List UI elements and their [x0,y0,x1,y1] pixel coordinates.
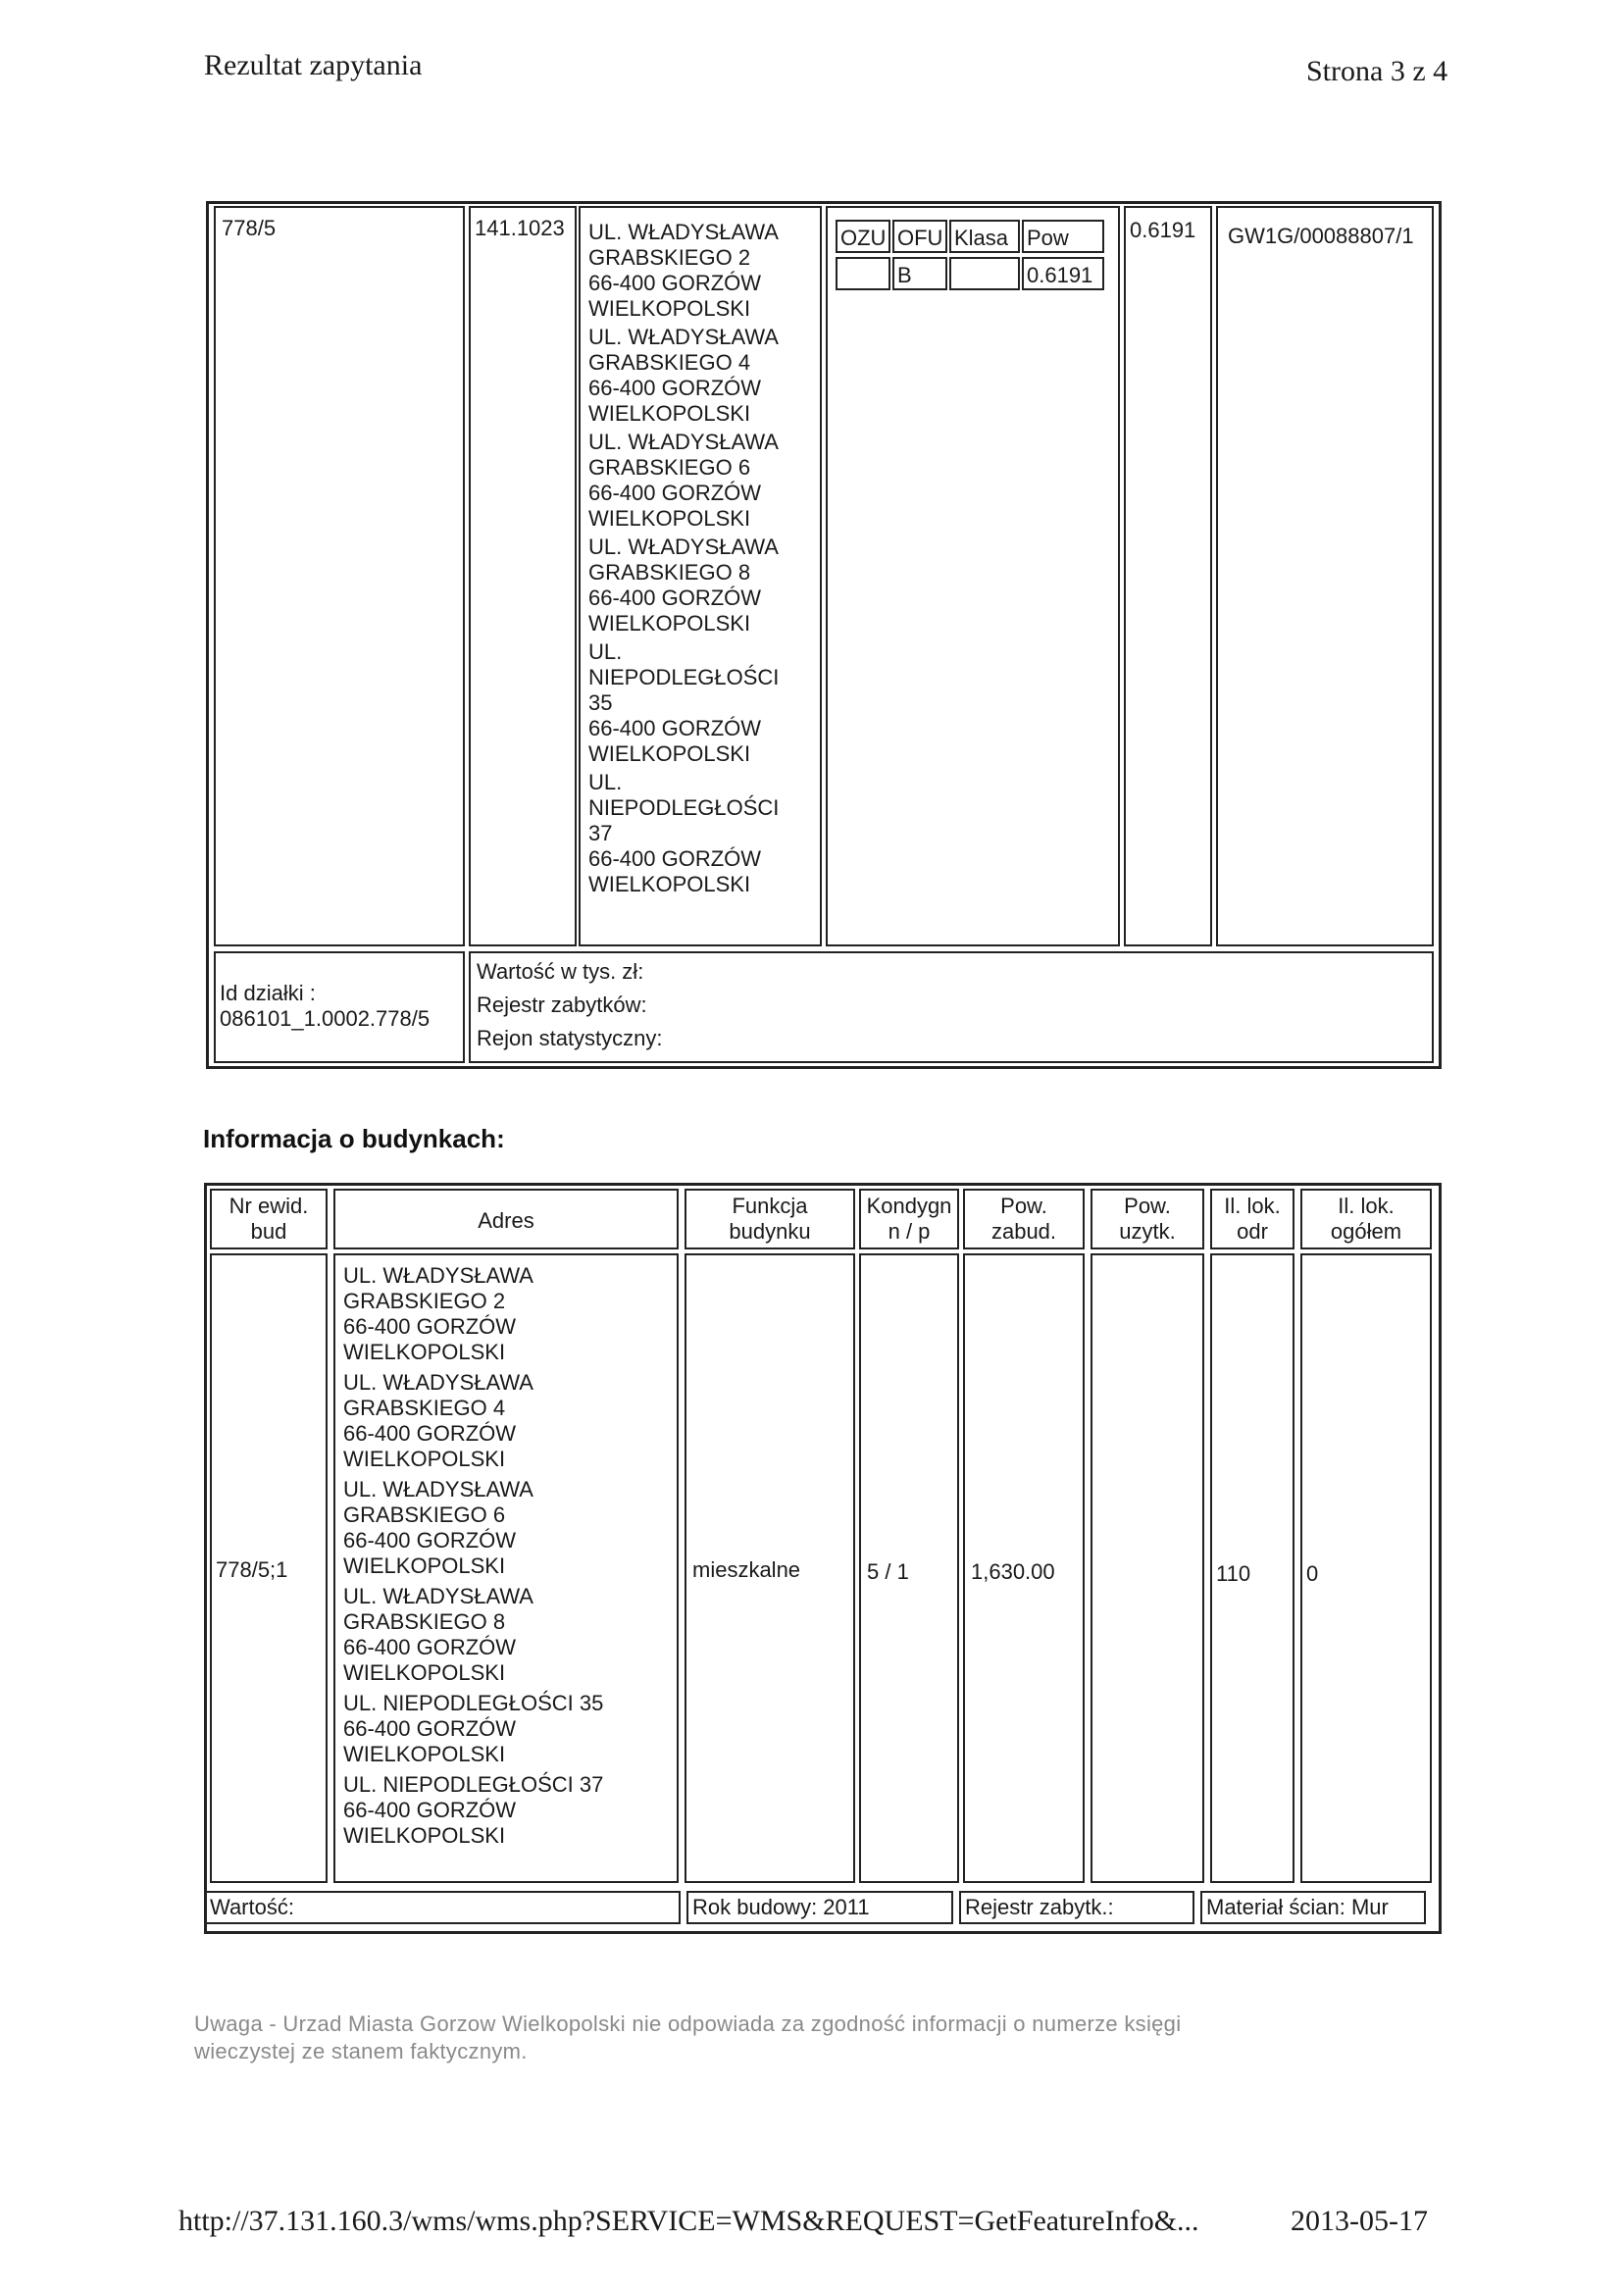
parcel-area: 0.6191 [1130,218,1196,242]
use-table-cell-2 [949,257,1020,290]
parcel-obreb-cell [469,206,577,946]
parcel-use-cell [826,206,1120,946]
building-address [343,1263,673,1365]
building-zabud-cell [963,1253,1085,1883]
parcel-address [588,220,814,322]
address-line: UL. WŁADYSŁAWA [343,1263,533,1288]
building-lok-ogol-cell [1300,1253,1432,1883]
use-table-cell-0 [836,257,890,290]
address-line: WIELKOPOLSKI [588,611,751,636]
address-line: WIELKOPOLSKI [588,401,751,426]
use-table-header-3: Pow [1022,220,1104,253]
address-line: UL. NIEPODLEGŁOŚCI 35 [343,1691,604,1715]
buildings-section-title: Informacja o budynkach: [203,1124,505,1153]
parcel-number: 778/5 [222,216,277,240]
parcel-id-value: 086101_1.0002.778/5 [220,1006,431,1031]
address-line: 66-400 GORZÓW [343,1635,517,1659]
building-address [343,1370,673,1472]
parcel-address [588,325,814,427]
col-header-lok-odr: Il. lok. odr [1210,1189,1294,1249]
building-lok-odr-cell [1210,1253,1294,1883]
address-line: WIELKOPOLSKI [343,1447,506,1471]
address-line: GRABSKIEGO 8 [588,560,751,585]
address-line: 37 [588,821,613,845]
use-table-header-0: OZU [836,220,890,253]
col-header-nr: Nr ewid. bud [210,1189,328,1249]
use-table-cell-1: B [892,257,947,290]
address-line: UL. WŁADYSŁAWA [343,1477,533,1502]
address-line: GRABSKIEGO 2 [588,245,751,270]
building-funkcja-cell [685,1253,855,1883]
address-line: WIELKOPOLSKI [343,1660,506,1685]
address-line: 66-400 GORZÓW [343,1421,517,1446]
building-address [343,1584,673,1686]
building-address [343,1772,673,1849]
building-kondygn: 5 / 1 [867,1559,909,1584]
address-line: 66-400 GORZÓW [343,1314,517,1339]
parcel-id-label: Id działki : [220,981,316,1005]
address-line: 35 [588,690,613,715]
disclaimer-line-2: wieczystej ze stanem faktycznym. [194,2039,528,2063]
address-line: UL. WŁADYSŁAWA [343,1584,533,1608]
address-line: WIELKOPOLSKI [588,296,751,321]
parcel-address [588,770,814,897]
address-line: 66-400 GORZÓW [588,376,762,400]
building-lok-odr: 110 [1216,1561,1251,1586]
address-line: GRABSKIEGO 4 [588,350,751,375]
building-nr-cell [210,1253,328,1883]
use-table-header-1: OFU [892,220,947,253]
page-number: Strona 3 z 4 [1306,55,1448,87]
parcel-kw: GW1G/00088807/1 [1228,224,1414,248]
col-header-funkcja: Funkcja budynku [685,1189,855,1249]
address-line: UL. [588,639,623,664]
parcel-address [588,430,814,532]
parcel-id-cell [214,951,465,1063]
col-header-uzytk: Pow. uzytk. [1091,1189,1204,1249]
address-line: 66-400 GORZÓW [343,1798,517,1822]
address-line: UL. WŁADYSŁAWA [343,1370,533,1395]
address-line: 66-400 GORZÓW [588,481,762,505]
page-title: Rezultat zapytania [204,49,423,81]
address-line: GRABSKIEGO 8 [343,1609,506,1634]
parcel-address [588,535,814,636]
address-line: 66-400 GORZÓW [343,1528,517,1553]
building-kondygn-cell [859,1253,959,1883]
building-uzytk-cell [1091,1253,1204,1883]
address-line: UL. [588,770,623,794]
parcel-kw-cell [1216,206,1434,946]
address-line: UL. NIEPODLEGŁOŚCI 37 [343,1772,604,1797]
print-date: 2013-05-17 [1291,2205,1428,2237]
building-rejestr-cell [959,1891,1194,1924]
building-funkcja: mieszkalne [692,1557,801,1582]
address-line: GRABSKIEGO 6 [588,455,751,480]
building-address [343,1477,673,1579]
building-material: Materiał ścian: Mur [1206,1895,1389,1919]
parcel-address-list [588,220,814,897]
address-line: UL. WŁADYSŁAWA [588,430,779,454]
address-line: WIELKOPOLSKI [343,1340,506,1364]
address-line: GRABSKIEGO 6 [343,1502,506,1527]
address-line: UL. WŁADYSŁAWA [588,325,779,349]
use-table-cell-3: 0.6191 [1022,257,1104,290]
address-line: UL. WŁADYSŁAWA [588,535,779,559]
parcel-address-cell [579,206,822,946]
address-line: GRABSKIEGO 2 [343,1289,506,1313]
address-line: GRABSKIEGO 4 [343,1396,506,1420]
building-wartosc-cell [204,1891,681,1924]
col-header-zabud: Pow. zabud. [963,1189,1085,1249]
parcel-info-cell [469,951,1434,1063]
building-address [343,1691,673,1767]
address-line: 66-400 GORZÓW [343,1716,517,1741]
building-nr: 778/5;1 [216,1557,288,1582]
building-address-list [343,1263,673,1849]
use-table-header-2: Klasa [949,220,1020,253]
building-rok-cell [686,1891,953,1924]
building-wartosc-label: Wartość: [210,1895,294,1919]
address-line: WIELKOPOLSKI [343,1823,506,1848]
address-line: WIELKOPOLSKI [588,741,751,766]
building-material-cell [1200,1891,1426,1924]
building-rok: Rok budowy: 2011 [692,1895,870,1919]
col-header-lok-ogol: Il. lok. ogółem [1300,1189,1432,1249]
address-line: WIELKOPOLSKI [343,1742,506,1766]
parcel-number-cell [214,206,465,946]
disclaimer-note [194,2011,1430,2065]
address-line: 66-400 GORZÓW [588,271,762,295]
parcel-register-label: Rejestr zabytków: [477,993,647,1017]
parcel-obreb: 141.1023 [475,216,565,240]
address-line: WIELKOPOLSKI [588,872,751,896]
address-line: 66-400 GORZÓW [588,716,762,740]
col-header-adres: Adres [333,1189,679,1249]
parcel-area-cell [1124,206,1212,946]
address-line: 66-400 GORZÓW [588,846,762,871]
disclaimer-line-1: Uwaga - Urzad Miasta Gorzow Wielkopolski nie odpowiada za zgodność informacji o numerze księgi [194,2011,1182,2036]
address-line: WIELKOPOLSKI [588,506,751,531]
address-line: WIELKOPOLSKI [343,1553,506,1578]
address-line: NIEPODLEGŁOŚCI [588,665,780,689]
building-zabud: 1,630.00 [971,1559,1055,1584]
address-line: 66-400 GORZÓW [588,585,762,610]
source-url: http://37.131.160.3/wms/wms.php?SERVICE=WMS&REQUEST=GetFeatureInfo&... [178,2205,1199,2237]
parcel-address [588,639,814,767]
building-rejestr-label: Rejestr zabytk.: [965,1895,1114,1919]
building-address-cell [333,1253,679,1883]
address-line: UL. WŁADYSŁAWA [588,220,779,244]
address-line: NIEPODLEGŁOŚCI [588,795,780,820]
parcel-value-label: Wartość w tys. zł: [477,959,644,984]
col-header-kondygn: Kondygn n / p [859,1189,959,1249]
building-lok-ogol: 0 [1306,1561,1319,1586]
parcel-region-label: Rejon statystyczny: [477,1026,663,1050]
